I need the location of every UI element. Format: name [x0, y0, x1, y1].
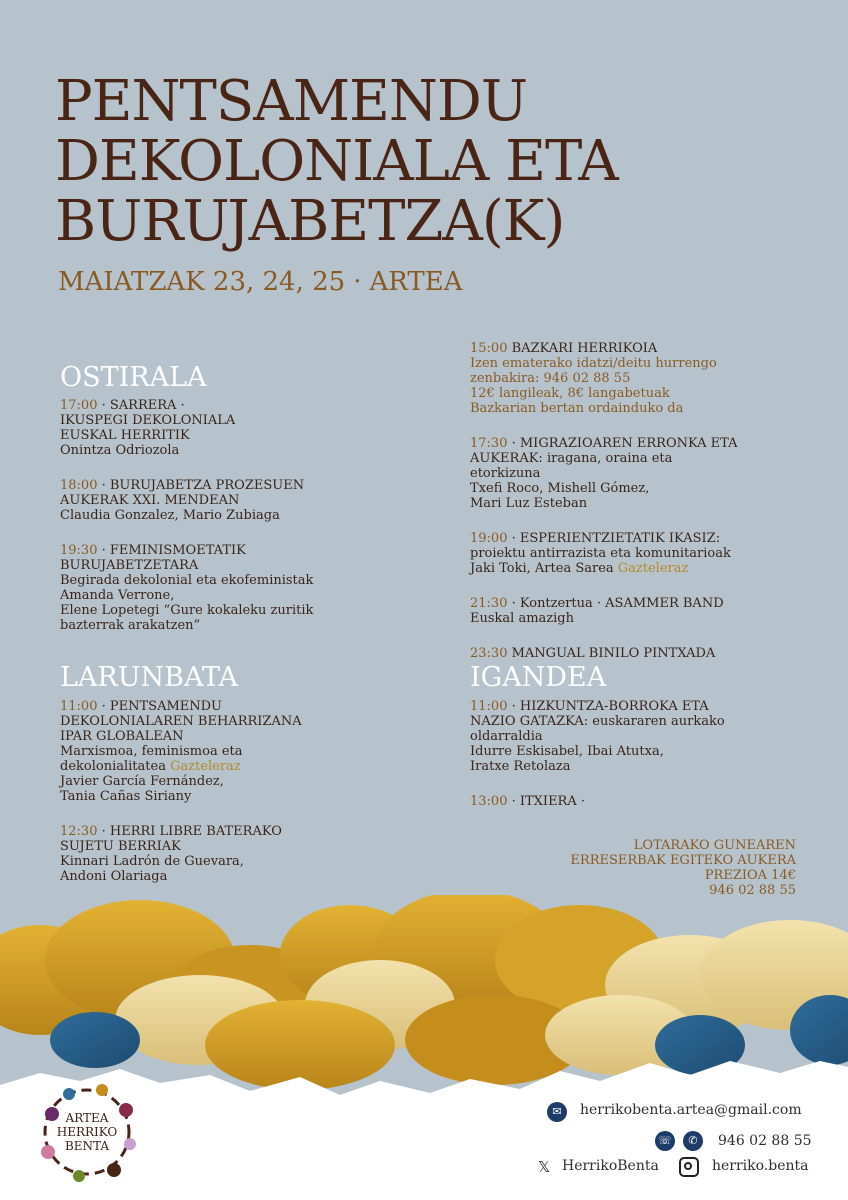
contact-instagram[interactable]: herriko.benta: [712, 1158, 809, 1174]
contact-phone[interactable]: 946 02 88 55: [718, 1133, 812, 1149]
event-line: · BURUJABETZA PROZESUEN: [101, 478, 305, 493]
day-heading-saturday: LARUNBATA: [60, 662, 239, 693]
logo-text-1: ARTEA: [65, 1111, 109, 1125]
sunday-column: [470, 699, 800, 829]
reserve-price: PREZIOA 14€: [704, 868, 796, 883]
friday-event-3: [60, 543, 390, 633]
event-speaker: Jaki Toki, Artea Sarea: [470, 561, 614, 576]
event-speaker: Iratxe Retolaza: [470, 759, 571, 774]
saturday-event-5: [470, 531, 800, 576]
email-icon: ✉: [547, 1102, 567, 1122]
event-time: 21:30: [470, 596, 508, 611]
friday-event-2: [60, 478, 390, 523]
saturday-right-column: [470, 341, 800, 681]
whatsapp-icon: ☏: [655, 1131, 675, 1151]
x-twitter-icon: 𝕏: [538, 1158, 551, 1176]
saturday-event-1: [60, 699, 390, 804]
event-time: 23:30: [470, 646, 508, 661]
event-time: 19:30: [60, 543, 98, 558]
title-line-2: DEKOLONIALA ETA: [55, 129, 618, 194]
event-speaker: Elene Lopetegi “Gure kokaleku zuritik: [60, 603, 314, 618]
event-line: AUKERAK XXI. MENDEAN: [60, 493, 240, 508]
event-line: EUSKAL HERRITIK: [60, 428, 190, 443]
event-speaker: Kinnari Ladrón de Guevara,: [60, 854, 244, 869]
place: ARTEA: [369, 267, 463, 297]
event-line: Begirada dekolonial eta ekofeministak: [60, 573, 314, 588]
saturday-event-6: [470, 596, 800, 626]
saturday-event-3: [470, 341, 800, 416]
event-time: 11:00: [470, 699, 508, 714]
sunday-event-1: [470, 699, 800, 774]
event-line: · MIGRAZIOAREN ERRONKA ETA: [511, 436, 738, 451]
event-speaker: Txefi Roco, Mishell Gómez,: [470, 481, 650, 496]
event-note: 12€ langileak, 8€ langabetuak: [470, 386, 670, 401]
event-line: Marxismoa, feminismoa eta: [60, 744, 243, 759]
saturday-event-4: [470, 436, 800, 511]
artea-herriko-benta-logo: [34, 1080, 140, 1184]
reserve-phone: 946 02 88 55: [709, 883, 796, 898]
dates: MAIATZAK 23, 24, 25: [58, 267, 346, 297]
day-heading-sunday: IGANDEA: [470, 662, 607, 693]
day-heading-friday: OSTIRALA: [60, 362, 207, 393]
event-line: · HERRI LIBRE BATERAKO: [101, 824, 282, 839]
reserve-line: LOTARAKO GUNEAREN: [633, 838, 796, 853]
event-line: · SARRERA ·: [101, 398, 185, 413]
event-line: AUKERAK: iragana, oraina eta: [470, 451, 673, 466]
event-speaker: bazterrak arakatzen”: [60, 618, 201, 633]
event-speaker: Andoni Olariaga: [60, 869, 168, 884]
event-speaker: Tania Cañas Siriany: [60, 789, 192, 804]
event-time: 12:30: [60, 824, 98, 839]
event-time: 11:00: [60, 699, 98, 714]
event-line: NAZIO GATAZKA: euskararen aurkako: [470, 714, 725, 729]
event-time: 17:00: [60, 398, 98, 413]
event-time: 18:00: [60, 478, 98, 493]
event-note: zenbakira: 946 02 88 55: [470, 371, 631, 386]
contact-twitter[interactable]: HerrikoBenta: [562, 1158, 659, 1174]
event-line: · PENTSAMENDU: [101, 699, 223, 714]
title-line-3: BURUJABETZA(K): [55, 189, 565, 254]
event-line: · HIZKUNTZA-BORROKA ETA: [511, 699, 709, 714]
saturday-event-7: [470, 646, 800, 661]
event-line: oldarraldia: [470, 729, 543, 744]
event-line: proiektu antirrazista eta komunitarioak: [470, 546, 731, 561]
friday-event-1: [60, 398, 390, 458]
event-speaker: Mari Luz Esteban: [470, 496, 588, 511]
saturday-column: [60, 699, 390, 904]
logo-text-3: BENTA: [64, 1139, 110, 1153]
event-speaker: Onintza Odriozola: [60, 443, 180, 458]
event-line: · Kontzertua · ASAMMER BAND: [511, 596, 724, 611]
event-note: Bazkarian bertan ordainduko da: [470, 401, 684, 416]
event-line: · FEMINISMOETATIK: [101, 543, 246, 558]
event-speaker: Javier García Fernández,: [60, 774, 224, 789]
event-line: Euskal amazigh: [470, 611, 574, 626]
event-line: · ESPERIENTZIETATIK IKASIZ:: [511, 531, 721, 546]
event-time: 17:30: [470, 436, 508, 451]
event-speaker: Amanda Verrone,: [60, 588, 175, 603]
reserve-line: ERRESERBAK EGITEKO AUKERA: [570, 853, 796, 868]
phone-icon: ✆: [683, 1131, 703, 1151]
event-line: · ITXIERA ·: [511, 794, 586, 809]
title-line-1: PENTSAMENDU: [55, 69, 528, 134]
event-time: 19:00: [470, 531, 508, 546]
event-line: SUJETU BERRIAK: [60, 839, 181, 854]
contact-email[interactable]: herrikobenta.artea@gmail.com: [580, 1102, 802, 1118]
event-line: dekolonialitatea: [60, 759, 166, 774]
friday-column: [60, 398, 390, 653]
instagram-icon: [679, 1157, 699, 1177]
subtitle-separator: ·: [353, 267, 362, 297]
event-line: DEKOLONIALAREN BEHARRIZANA: [60, 714, 302, 729]
saturday-event-2: [60, 824, 390, 884]
event-time: 15:00: [470, 341, 508, 356]
language-tag: Gazteleraz: [170, 759, 241, 774]
event-speaker: Claudia Gonzalez, Mario Zubiaga: [60, 508, 280, 523]
event-line: etorkizuna: [470, 466, 541, 481]
event-line: IKUSPEGI DEKOLONIALA: [60, 413, 236, 428]
logo-text-2: HERRIKO: [56, 1125, 118, 1139]
sunday-event-2: [470, 794, 800, 809]
reservation-info: [570, 838, 796, 898]
language-tag: Gazteleraz: [617, 561, 689, 576]
event-time: 13:00: [470, 794, 508, 809]
date-place: [58, 267, 462, 297]
event-line: BAZKARI HERRIKOIA: [511, 341, 658, 356]
poster-title: [55, 69, 618, 254]
event-line: MANGUAL BINILO PINTXADA: [511, 646, 716, 661]
event-line: IPAR GLOBALEAN: [60, 729, 184, 744]
event-line: BURUJABETZETARA: [60, 558, 199, 573]
event-speaker: Idurre Eskisabel, Ibai Atutxa,: [470, 744, 664, 759]
event-note: Izen ematerako idatzi/deitu hurrengo: [470, 356, 717, 371]
